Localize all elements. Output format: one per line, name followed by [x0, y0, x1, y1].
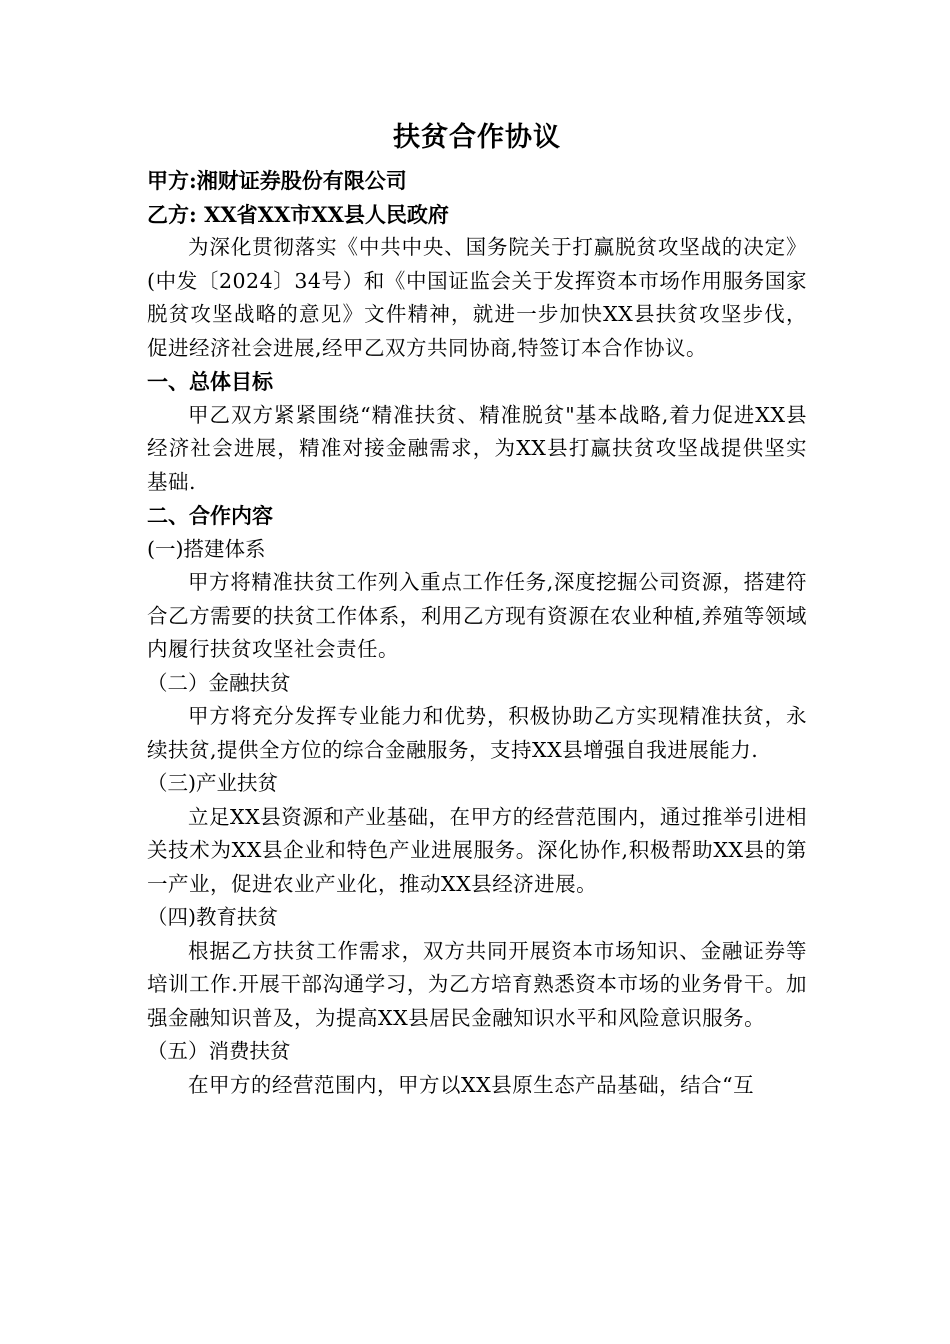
document-title: 扶贫合作协议: [393, 122, 561, 153]
subsection-title-system: (一)搭建体系: [147, 536, 266, 561]
subsection-title-consumption: （五）消费扶贫: [147, 1039, 291, 1063]
goals-paragraph: 甲乙双方紧紧围绕“精准扶贫、精准脱贫"基本战略,着力促进XX县经济社会进展，精准对接金融需求，为XX县打赢扶贫攻坚战提供坚实基础.: [147, 402, 807, 494]
subsection-text-consumption: 在甲方的经营范围内，甲方以XX县原生态产品基础，结合“互: [188, 1072, 755, 1097]
party-a: 甲方:湘财证券股份有限公司: [147, 168, 407, 193]
subsection-title-finance: （二）金融扶贫: [147, 670, 291, 695]
subsection-text-industry: 立足XX县资源和产业基础，在甲方的经营范围内，通过推举引进相关技术为XX县企业和特色产业进展服务。深化协作,积极帮助XX县的第一产业，促进农业产业化，推动XX县经济进展。: [147, 804, 807, 896]
subsection-text-education: 根据乙方扶贫工作需求，双方共同开展资本市场知识、金融证券等培训工作.开展干部沟通学习，为乙方培育熟悉资本市场的业务骨干。加强金融知识普及，为提高XX县居民金融知识水平和风险意识服务。: [147, 938, 807, 1030]
subsection-text-system: 甲方将精准扶贫工作列入重点工作任务,深度挖掘公司资源，搭建符合乙方需要的扶贫工作体系，利用乙方现有资源在农业种植,养殖等领域内履行扶贫攻坚社会责任。: [147, 570, 807, 661]
intro-paragraph: 为深化贯彻落实《中共中央、国务院关于打赢脱贫攻坚战的决定》(中发〔2024〕34号）和《中国证监会关于发挥资本市场作用服务国家脱贫攻坚战略的意见》文件精神，就进一步加快XX县扶贫攻坚步伐，促进经济社会进展,经甲乙双方共同协商,特签订本合作协议。: [147, 235, 807, 360]
subsection-text-finance: 甲方将充分发挥专业能力和优势，积极协助乙方实现精准扶贫，永续扶贫,提供全方位的综合金融服务，支持XX县增强自我进展能力.: [147, 704, 807, 762]
section-heading-content: 二、合作内容: [147, 503, 273, 528]
section-heading-goals: 一、总体目标: [147, 369, 273, 394]
document-page: [147, 118, 807, 1102]
party-b: 乙方: XX省XX市XX县人民政府: [147, 201, 449, 227]
subsection-title-education: （四)教育扶贫: [147, 905, 278, 929]
subsection-title-industry: （三)产业扶贫: [147, 771, 278, 795]
